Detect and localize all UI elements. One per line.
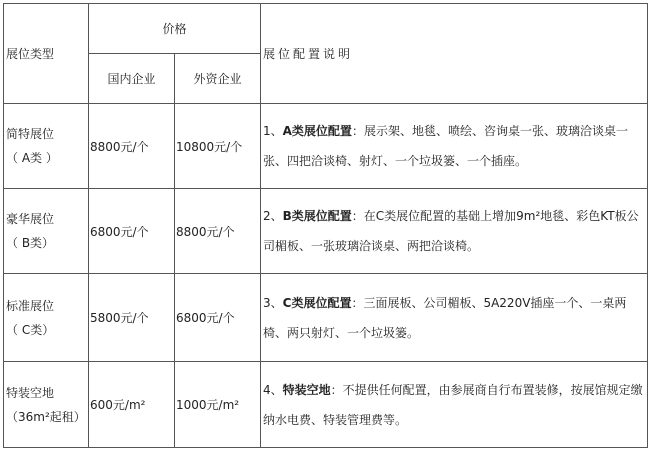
- header-price: 价格: [89, 4, 261, 54]
- foreign-price: 1000元/m²: [175, 362, 261, 448]
- booth-name: 标准展位: [6, 298, 55, 313]
- table-row: [4, 189, 648, 274]
- booth-class: （ B类）: [6, 236, 55, 250]
- domestic-price: 8800元/个: [89, 104, 175, 189]
- domestic-price: 6800元/个: [89, 189, 175, 274]
- desc-body: ：在C类展位配置的基础上增加9m²地毯、彩色KT板公司楣板、一张玻璃洽谈桌、两把洽谈椅。: [263, 209, 639, 253]
- booth-type-cell: [4, 274, 89, 362]
- booth-class: （36m²起租）: [6, 409, 86, 424]
- foreign-price: 10800元/个: [175, 104, 261, 189]
- booth-description: [261, 362, 648, 448]
- desc-prefix: 4、: [263, 382, 283, 397]
- foreign-price: 6800元/个: [175, 274, 261, 362]
- header-booth-type: 展位类型: [4, 4, 89, 104]
- booth-description: [261, 274, 648, 362]
- booth-name: 特装空地: [6, 385, 55, 400]
- desc-body: ：三面展板、公司楣板、5A220V插座一个、一桌两椅、两只射灯、一个垃圾篓。: [263, 295, 627, 340]
- desc-title: B类展位配置: [282, 209, 352, 223]
- desc-prefix: 1、: [263, 124, 283, 138]
- booth-class: （ A类 ）: [6, 151, 58, 165]
- header-description: 展位配置说明: [261, 4, 648, 104]
- booth-description: [261, 104, 648, 189]
- header-domestic: 国内企业: [89, 54, 175, 104]
- foreign-price: 8800元/个: [175, 189, 261, 274]
- domestic-price: 600元/m²: [89, 362, 175, 448]
- booth-type-cell: [4, 104, 89, 189]
- desc-title: C类展位配置: [282, 295, 352, 310]
- desc-title: A类展位配置: [282, 124, 352, 138]
- domestic-price: 5800元/个: [89, 274, 175, 362]
- booth-class: （ C类）: [6, 322, 55, 337]
- booth-description: [261, 189, 648, 274]
- desc-title: 特装空地: [282, 382, 331, 397]
- table-row: [4, 104, 648, 189]
- table-row: [4, 274, 648, 362]
- table-row: [4, 362, 648, 448]
- desc-body: ：不提供任何配置，由参展商自行布置装修，按展馆规定缴纳水电费、特装管理费等。: [263, 382, 643, 427]
- header-foreign: 外资企业: [175, 54, 261, 104]
- header-row: [4, 4, 648, 54]
- booth-name: 豪华展位: [6, 212, 55, 226]
- booth-type-cell: [4, 362, 89, 448]
- booth-price-table: [3, 3, 648, 448]
- booth-type-cell: [4, 189, 89, 274]
- booth-name: 简特展位: [6, 127, 55, 141]
- desc-prefix: 2、: [263, 209, 283, 223]
- desc-body: ：展示架、地毯、喷绘、咨询桌一张、玻璃洽谈桌一张、四把洽谈椅、射灯、一个垃圾篓、一个插座。: [263, 124, 628, 168]
- desc-prefix: 3、: [263, 295, 283, 310]
